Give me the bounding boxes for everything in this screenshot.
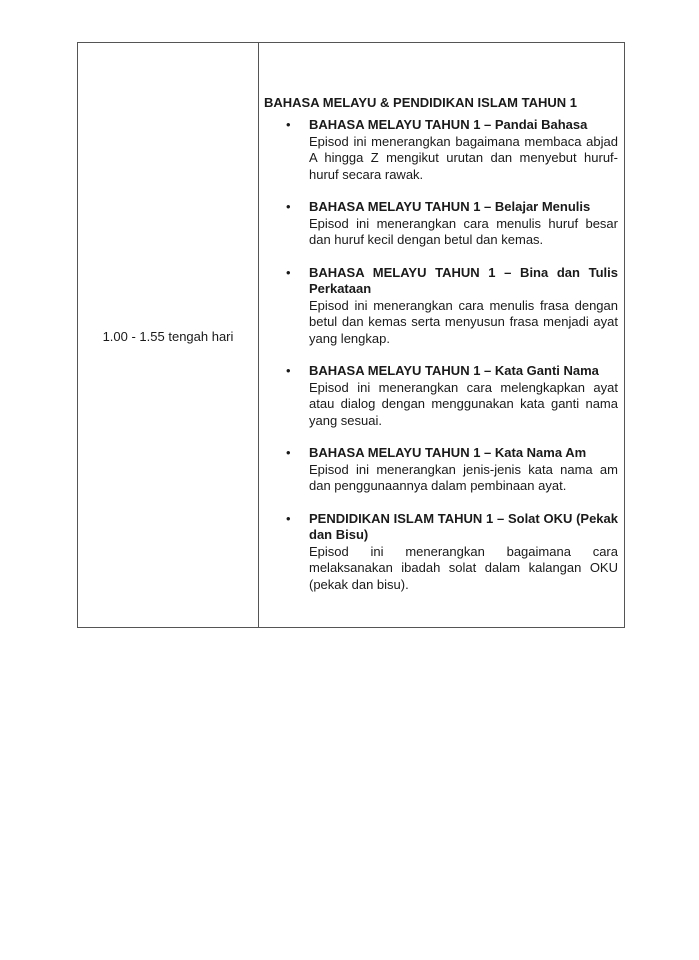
episode-description: Episod ini menerangkan cara melengkapkan ayat atau dialog dengan menggunakan kata ganti nama yang sesuai. — [309, 379, 618, 428]
list-item — [264, 265, 618, 348]
list-item — [264, 363, 618, 429]
bullet-icon: • — [286, 445, 291, 460]
bullet-icon: • — [286, 363, 291, 378]
episode-title: BAHASA MELAYU TAHUN 1 – Kata Ganti Nama — [309, 363, 599, 378]
program-cell — [264, 94, 618, 609]
episode-description: Episod ini menerangkan cara menulis huruf besar dan huruf kecil dengan betul dan kemas. — [309, 215, 618, 247]
list-item — [264, 117, 618, 183]
episode-description: Episod ini menerangkan bagaimana cara melaksanakan ibadah solat dalam kalangan OKU (pekak dan bisu). — [309, 543, 618, 592]
bullet-icon: • — [286, 199, 291, 214]
bullet-icon: • — [286, 117, 291, 132]
episode-description: Episod ini menerangkan jenis-jenis kata nama am dan penggunaannya dalam pembinaan ayat. — [309, 461, 618, 493]
list-item — [264, 199, 618, 249]
episode-description: Episod ini menerangkan bagaimana membaca abjad A hingga Z mengikut urutan dan menyebut huruf-huruf secara rawak. — [309, 133, 618, 182]
episode-title: BAHASA MELAYU TAHUN 1 – Bina dan Tulis Perkataan — [309, 264, 618, 296]
time-slot-cell: 1.00 - 1.55 tengah hari — [102, 329, 234, 344]
episode-title: BAHASA MELAYU TAHUN 1 – Pandai Bahasa — [309, 117, 588, 132]
bullet-icon: • — [286, 264, 291, 280]
episode-list — [264, 117, 618, 593]
episode-title: BAHASA MELAYU TAHUN 1 – Belajar Menulis — [309, 199, 591, 214]
program-heading: BAHASA MELAYU & PENDIDIKAN ISLAM TAHUN 1 — [264, 95, 577, 110]
schedule-table — [77, 42, 625, 628]
episode-title: PENDIDIKAN ISLAM TAHUN 1 – Solat OKU (Pekak dan Bisu) — [309, 510, 618, 542]
bullet-icon: • — [286, 510, 291, 526]
episode-title: BAHASA MELAYU TAHUN 1 – Kata Nama Am — [309, 445, 587, 460]
column-divider — [258, 43, 259, 627]
episode-description: Episod ini menerangkan cara menulis frasa dengan betul dan kemas serta menyusun frasa menjadi ayat yang lengkap. — [309, 297, 618, 346]
list-item — [264, 445, 618, 495]
list-item — [264, 511, 618, 594]
